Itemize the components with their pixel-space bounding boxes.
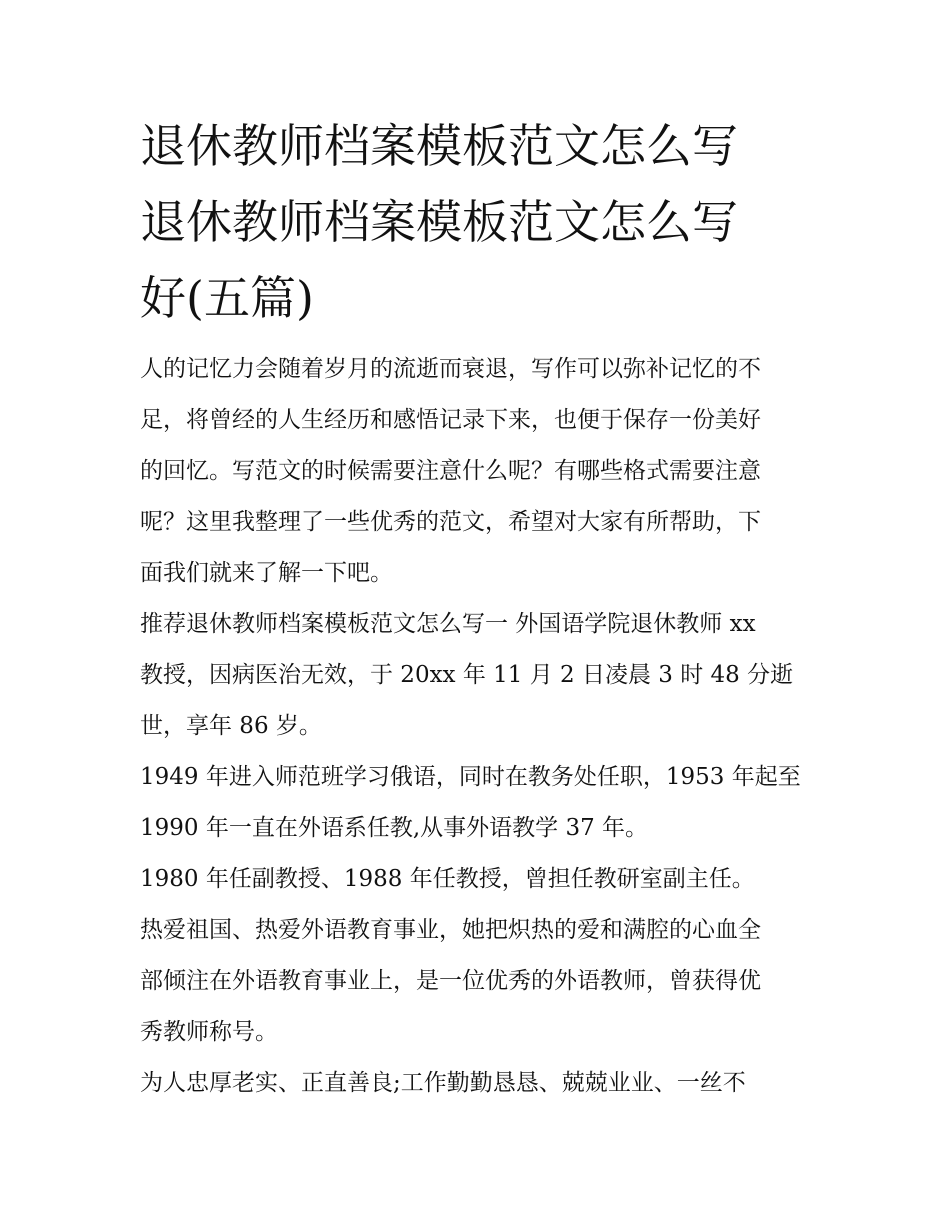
paragraph-line: 人的记忆力会随着岁月的流逝而衰退，写作可以弥补记忆的不 <box>140 356 761 382</box>
document-title <box>140 108 820 336</box>
paragraph-line: 1980 年任副教授、1988 年任教授，曾担任教研室副主任。 <box>140 866 755 892</box>
body-paragraph <box>140 905 820 1058</box>
paragraph-line: 热爱祖国、热爱外语教育事业，她把炽热的爱和满腔的心血全 <box>140 917 761 943</box>
document-page <box>140 108 820 1109</box>
title-line: 退休教师档案模板范文怎么写 <box>140 195 738 249</box>
paragraph-line: 面我们就来了解一下吧。 <box>140 560 393 586</box>
title-line: 好(五篇) <box>140 271 314 325</box>
paragraph-line: 世，享年 86 岁。 <box>140 713 322 739</box>
paragraph-line: 呢？这里我整理了一些优秀的范文，希望对大家有所帮助，下 <box>140 509 761 535</box>
paragraph-line: 秀教师称号。 <box>140 1019 278 1045</box>
paragraph-line: 1990 年一直在外语系任教,从事外语教学 37 年。 <box>140 815 649 841</box>
body-paragraph <box>140 752 820 854</box>
paragraph-line: 为人忠厚老实、正直善良;工作勤勤恳恳、兢兢业业、一丝不 <box>140 1070 746 1096</box>
paragraph-line: 的回忆。写范文的时候需要注意什么呢？有哪些格式需要注意 <box>140 458 761 484</box>
title-line: 退休教师档案模板范文怎么写 <box>140 119 738 173</box>
paragraph-line: 推荐退休教师档案模板范文怎么写一 外国语学院退休教师 xx <box>140 611 756 637</box>
intro-paragraph <box>140 344 820 599</box>
body-paragraph <box>140 1058 820 1109</box>
paragraph-line: 足，将曾经的人生经历和感悟记录下来，也便于保存一份美好 <box>140 407 761 433</box>
paragraph-line: 部倾注在外语教育事业上，是一位优秀的外语教师，曾获得优 <box>140 968 761 994</box>
body-paragraph <box>140 599 820 752</box>
paragraph-line: 教授，因病医治无效，于 20xx 年 11 月 2 日凌晨 3 时 48 分逝 <box>140 662 794 688</box>
body-paragraph <box>140 854 820 905</box>
paragraph-line: 1949 年进入师范班学习俄语，同时在教务处任职，1953 年起至 <box>140 764 801 790</box>
